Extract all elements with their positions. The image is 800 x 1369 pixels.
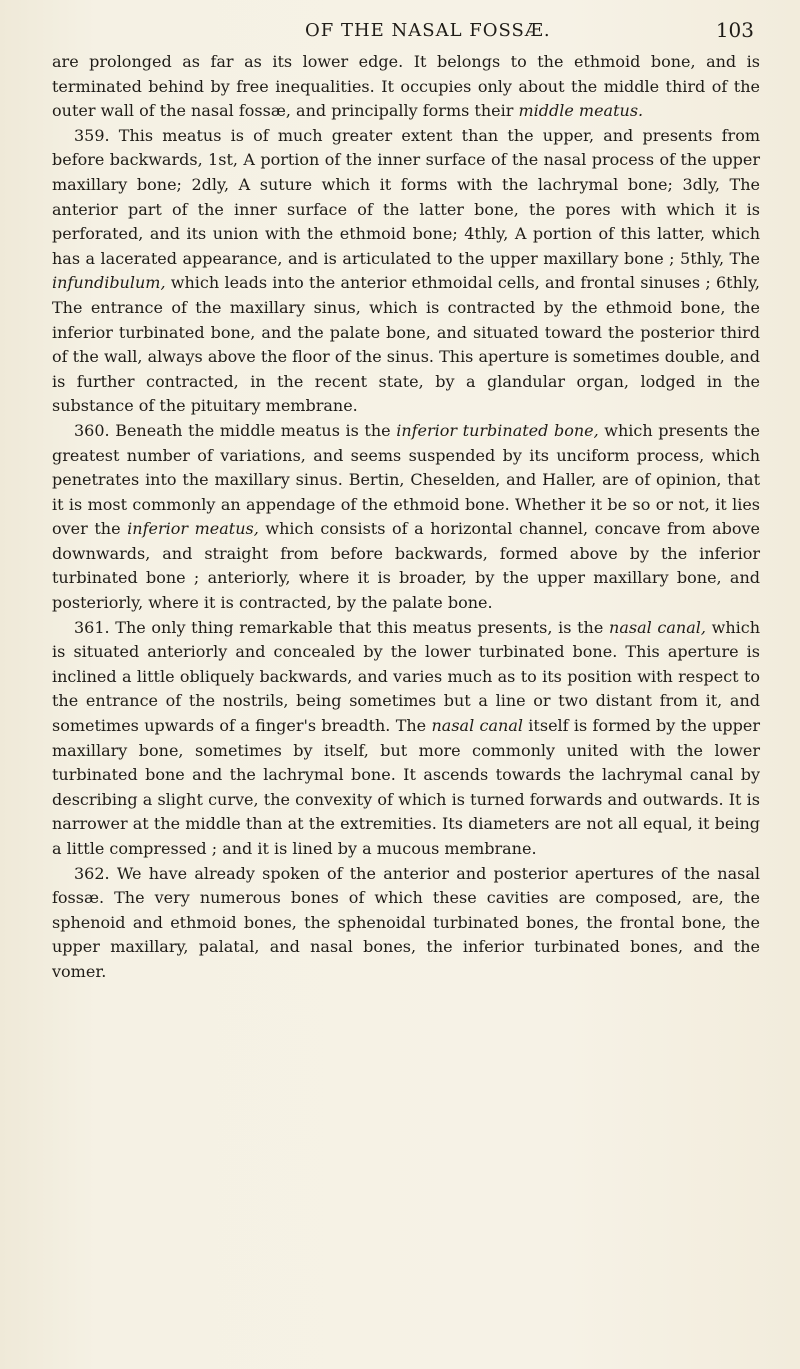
running-head (52, 16, 760, 50)
text-segment: which presents the greatest number of variations, and seems suspended by its unciform process, which penetrates into the maxillary sinus. Bertin, Cheselden, and Haller, are of opinion, that it is most commonly an appendage of the ethmoid bone. Whether it be so or not, it lies over the (52, 420, 761, 539)
text-segment-italic: inferior turbinated bone, (396, 420, 599, 440)
text-segment-italic: nasal canal (431, 716, 523, 736)
page-number: 103 (715, 18, 754, 42)
text-segment: 359. This meatus is of much greater extent than the upper, and presents from before backwards, 1st, A portion of the inner surface of the nasal process of the upper maxillary bone; 2dly, A suture which it forms with the lachrymal bone; 3dly, The anterior part of the inner surface of the latter bone, the pores with which it is perforated, and its union with the ethmoid bone; 4thly, A portion of this latter, which has a lacerated appearance, and is articulated to the upper maxillary bone ; 5thly, The (52, 125, 760, 268)
text-segment: which is situated anteriorly and concealed by the lower turbinated bone. This aperture is inclined a little obliquely backwards, and varies much as to its position with respect to the entrance of the nostrils, being sometimes but a line or two distant from it, and sometimes upwards of a finger's breadth. The (52, 617, 761, 736)
paragraph-360 (52, 419, 760, 616)
paragraph-361 (52, 616, 760, 862)
text-segment: 362. We have already spoken of the anterior and posterior apertures of the nasal fossæ. The very numerous bones of which these cavities are composed, are, the sphenoid and ethmoid bones, the sphenoidal turbinated bones, the frontal bone, the upper maxillary, palatal, and nasal bones, the inferior turbinated bones, and the vomer. (52, 863, 760, 981)
text-segment-italic: infundibulum, (52, 273, 166, 293)
text-segment: which leads into the anterior ethmoidal cells, and frontal sinuses ; 6thly, The entrance of the maxillary sinus, which is contracted by the ethmoid bone, the inferior turbinated bone, and the palate bone, and situated toward the posterior third of the wall, always above the floor of the sinus. This aperture is sometimes double, and is further contracted, in the recent state, by a glandular organ, lodged in the substance of the pituitary membrane. (52, 273, 760, 416)
paragraph-continuation (52, 50, 760, 124)
text-segment: 361. The only thing remarkable that this meatus presents, is the (74, 617, 610, 637)
text-segment: itself is formed by the upper maxillary bone, sometimes by itself, but more commonly united with the lower turbinated bone and the lachrymal bone. It ascends towards the lachrymal canal by describing a slight curve, the convexity of which is turned forwards and outwards. It is narrower at the middle than at the extremities. Its diameters are not all equal, it being a little compressed ; and it is lined by a mucous membrane. (52, 716, 760, 858)
text-segment: 360. Beneath the middle meatus is the (74, 420, 397, 440)
paragraph-362 (52, 862, 760, 985)
text-segment: which consists of a horizontal channel, concave from above downwards, and straight from before backwards, formed above by the inferior turbinated bone ; anteriorly, where it is broader, by the upper maxillary bone, and posteriorly, where it is contracted, by the palate bone. (52, 519, 761, 613)
body-text (52, 50, 760, 985)
text-segment-italic: nasal canal, (609, 617, 706, 637)
text-segment-italic: middle meatus. (518, 101, 644, 121)
text-segment-italic: inferior meatus, (127, 519, 259, 539)
text-segment: are prolonged as far as its lower edge. It belongs to the ethmoid bone, and is terminated behind by free inequalities. It occupies only about the middle third of the outer wall of the nasal fossæ, and principally forms their (52, 52, 760, 121)
paragraph-359 (52, 124, 760, 419)
header-title: OF THE NASAL FOSSÆ. (305, 20, 551, 41)
